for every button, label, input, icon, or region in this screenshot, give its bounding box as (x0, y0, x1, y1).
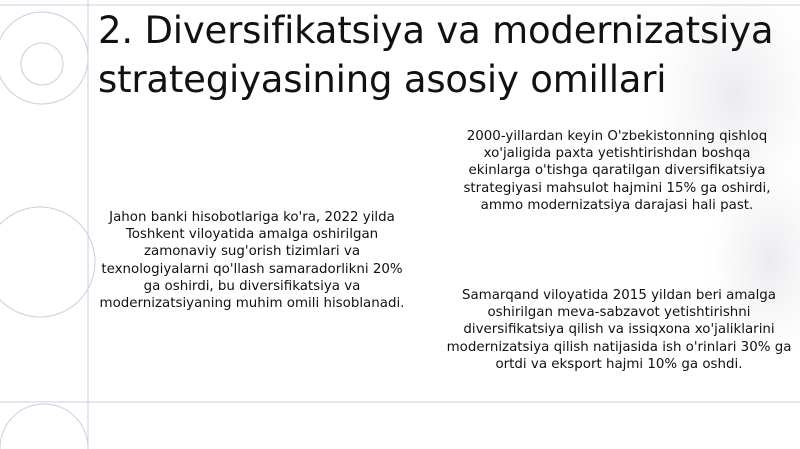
text-block-bottom-right: Samarqand viloyatida 2015 yildan beri amalga oshirilgan meva-sabzavot yetishtirishni diversifikatsiya qilish va issiqxona xo'jaliklarini modernizatsiya qilish natijasida ish o'rinlari 30% ga ortdi va eksport hajmi 10% ga oshdi. (446, 288, 792, 372)
circle-outline-large (0, 12, 88, 104)
text-block-left: Jahon banki hisobotlariga ko'ra, 2022 yilda Toshkent viloyatida amalga oshirilgan zamonaviy sug'orish tizimlari va texnologiyalarni qo'llash samaradorlikni 20% ga oshirdi, bu diversifikatsiya va modernizatsiyaning muhim omili hisoblanadi. (99, 210, 405, 312)
circle-outline-bottom (0, 404, 88, 449)
slide-title: 2. Diversifikatsiya va modernizatsiya strategiyasining asosiy omillari (98, 9, 774, 101)
circle-outline-small (21, 43, 63, 85)
text-block-top-right: 2000-yillardan keyin O'zbekistonning qishloq xo'jaligida paxta yetishtirishdan boshqa ekinlarga o'tishga qaratilgan diversifikatsiya strategiyasi mahsulot hajmini 15% ga oshirdi, ammo modernizatsiya darajasi hali past. (463, 129, 771, 213)
circle-outline-mid (0, 207, 95, 317)
